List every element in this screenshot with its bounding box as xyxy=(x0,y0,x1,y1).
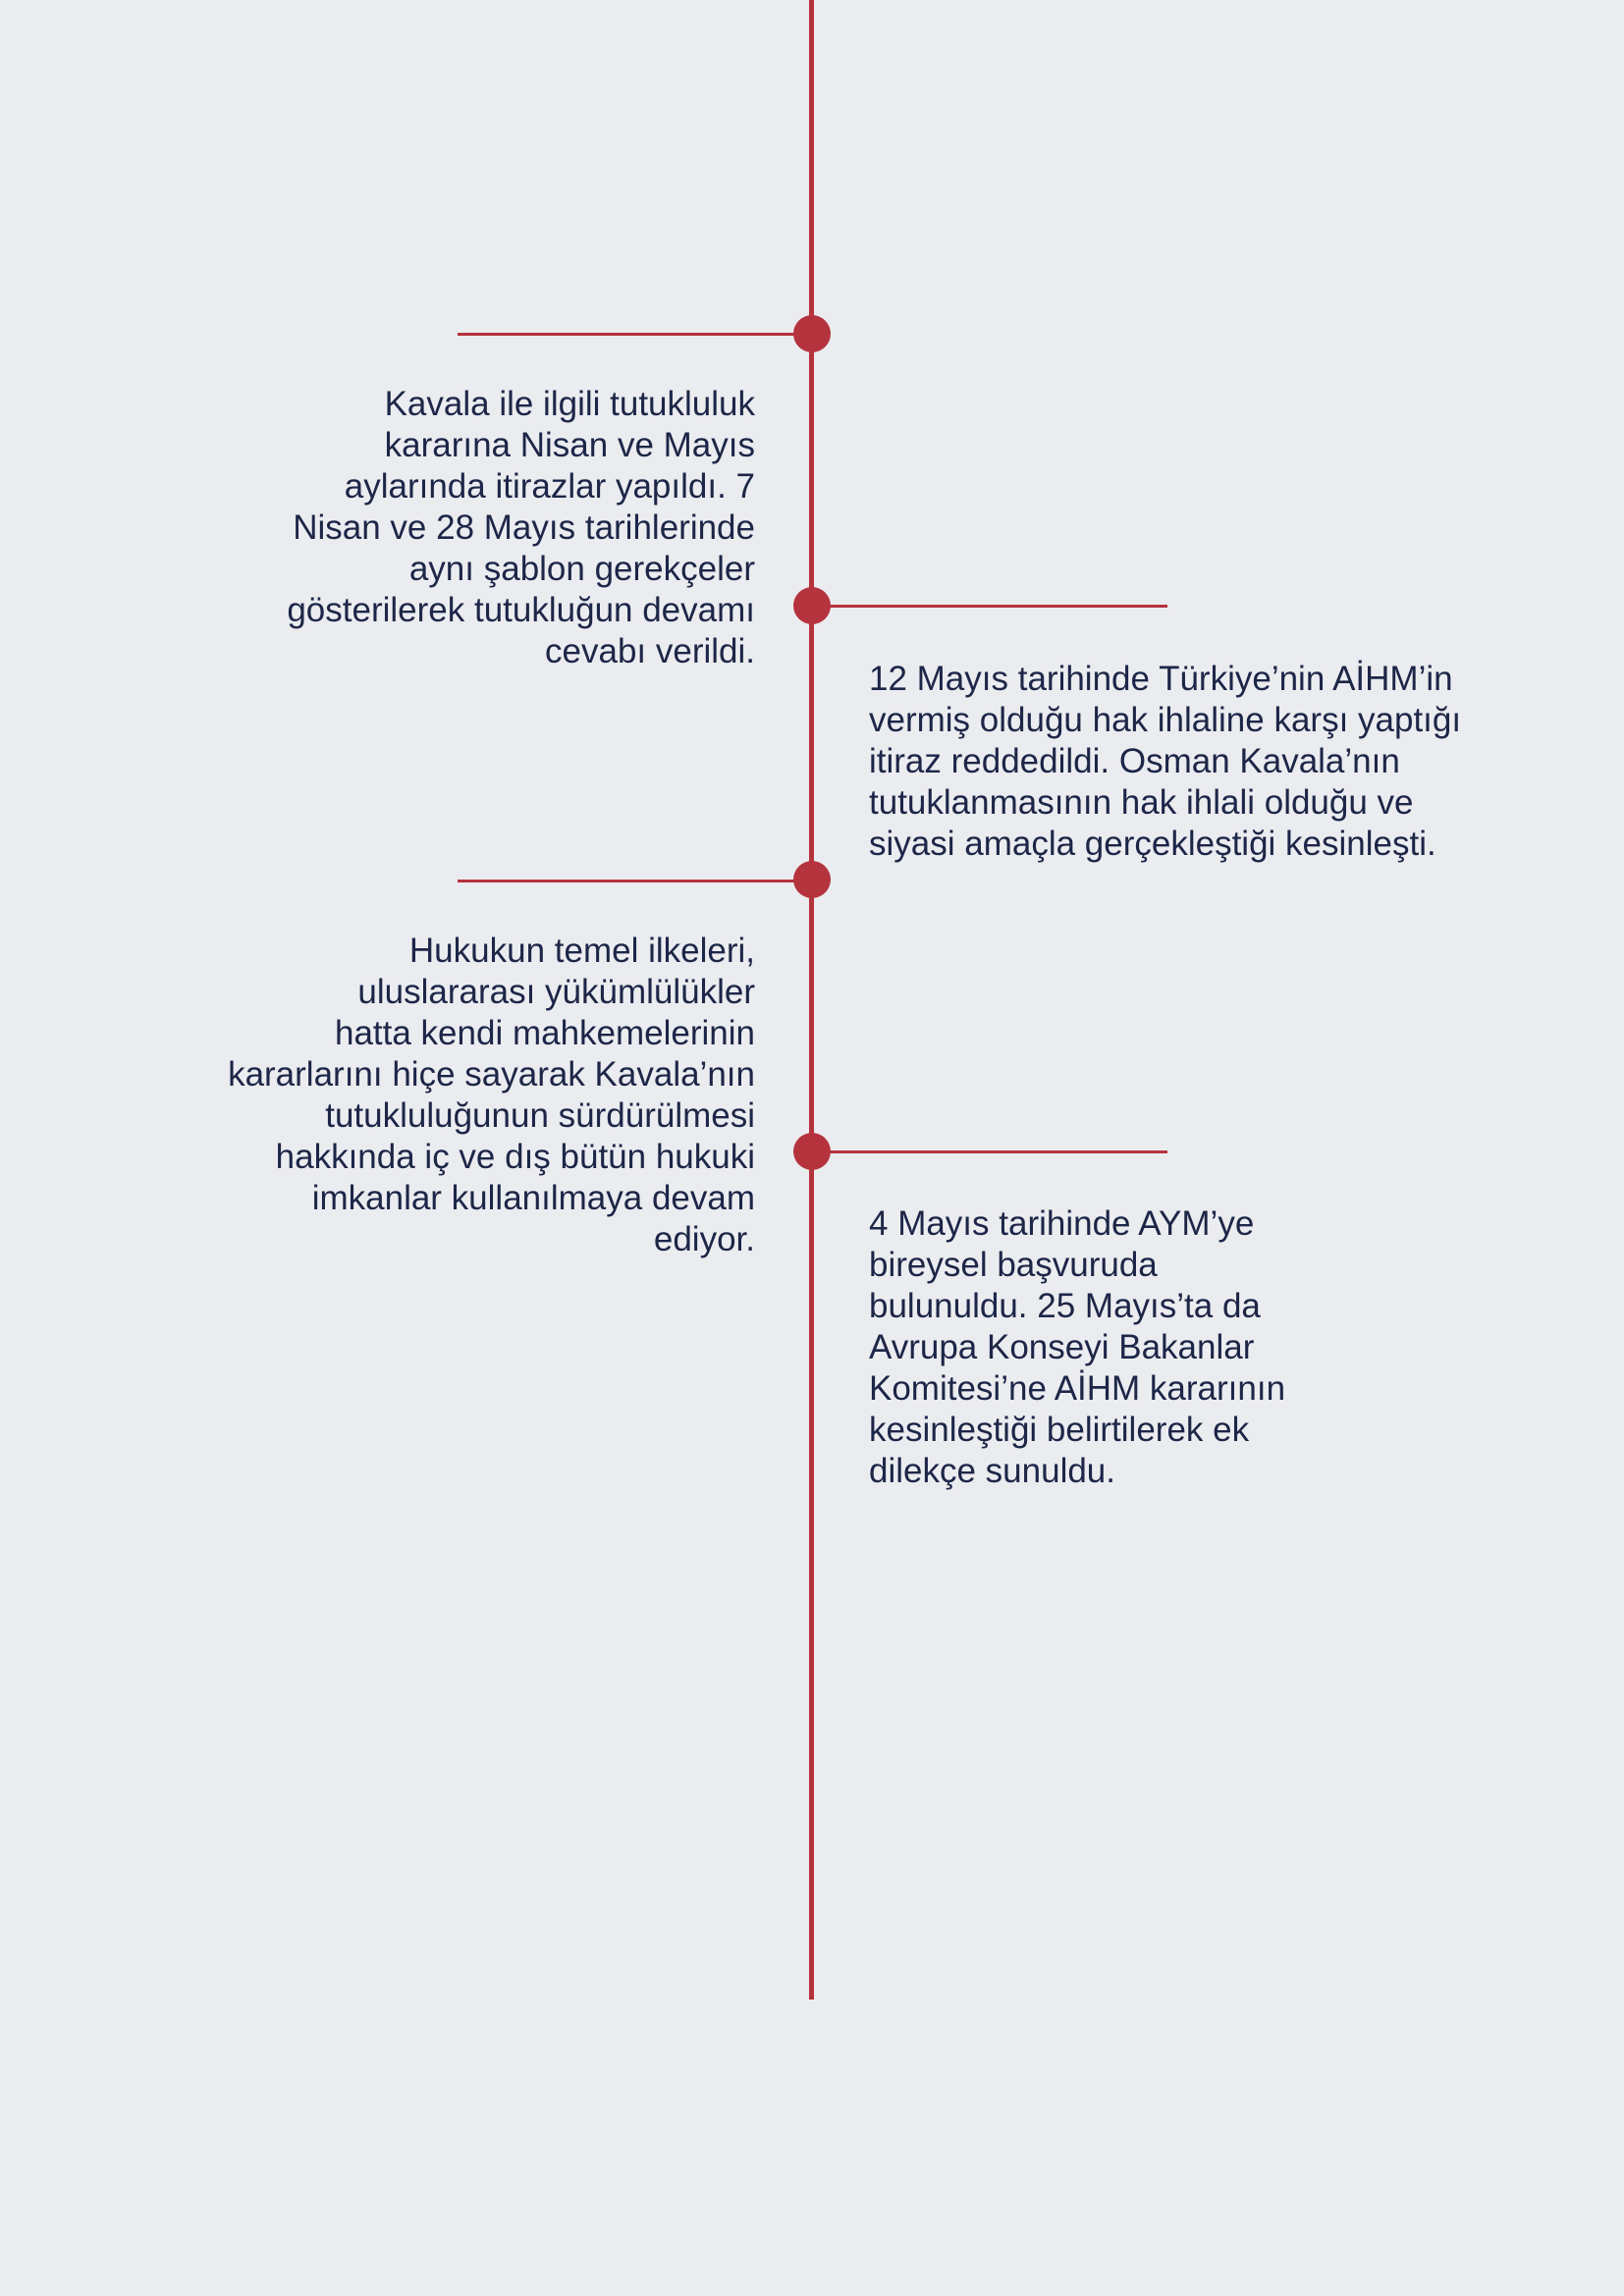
timeline-node-2 xyxy=(793,587,831,624)
timeline-entry-2-text: 12 Mayıs tarihinde Türkiye’nin AİHM’in vermiş olduğu hak ihlaline karşı yaptığı itiraz reddedildi. Osman Kavala’nın tutuklanmasının hak ihlali olduğu ve siyasi amaçla gerçekleştiği kesinleşti. xyxy=(869,660,1462,863)
timeline-connector-3 xyxy=(458,880,811,882)
timeline-node-3 xyxy=(793,861,831,898)
timeline-connector-1 xyxy=(458,333,811,336)
timeline-entry-1-text: Kavala ile ilgili tutukluluk kararına Nisan ve Mayıs aylarında itirazlar yapıldı. 7 Nisan ve 28 Mayıs tarihlerinde aynı şablon gerekçeler gösterilerek tutukluğun devamı cevabı verildi. xyxy=(287,385,755,670)
timeline-node-1 xyxy=(793,315,831,352)
timeline-connector-4 xyxy=(813,1150,1167,1153)
timeline-connector-2 xyxy=(813,605,1167,608)
timeline-entry-4-text: 4 Mayıs tarihinde AYM’ye bireysel başvuruda bulunuldu. 25 Mayıs’ta da Avrupa Konseyi Bakanlar Komitesi’ne AİHM kararının kesinleştiği belirtilerek ek dilekçe sunuldu. xyxy=(869,1204,1286,1490)
timeline-entry-3-text: Hukukun temel ilkeleri, uluslararası yükümlülükler hatta kendi mahkemelerinin kararlarını hiçe sayarak Kavala’nın tutukluluğunun sürdürülmesi hakkında iç ve dış bütün hukuki imkanlar kullanılmaya devam ediyor. xyxy=(228,932,755,1258)
timeline-axis xyxy=(809,0,814,2000)
timeline-node-4 xyxy=(793,1133,831,1170)
